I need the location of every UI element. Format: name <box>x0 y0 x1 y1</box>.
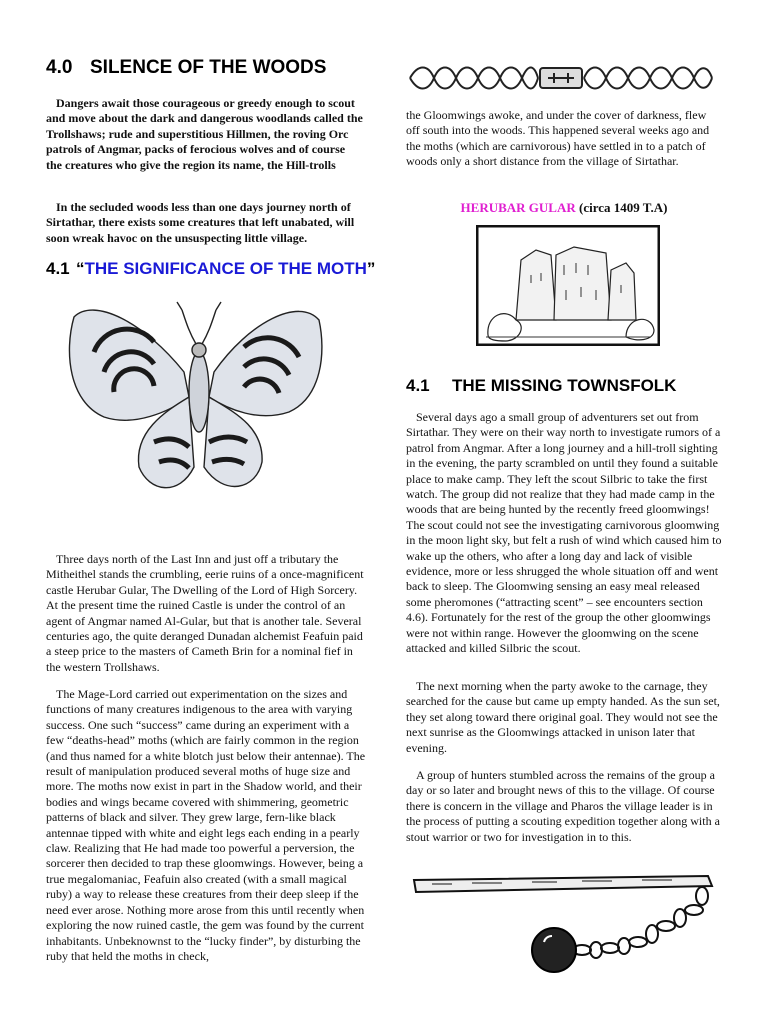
right-paragraph-adventurers: Several days ago a small group of adventurers set out from Sirtathar. They were on their way north to investigate rumors of a patrol from Angmar. After a long journey and a hill-troll sighting in the evening, the party scrambled on until they found a suitable place to make camp. They left the scout Silbric to take the first watch. The group did not realize that they had made camp in the woods that are being hunted by the recently freed gloomwings! The scout could not see the investigating carnivorous gloomwing in the moon light sky, but felt a rush of wind which caused him to wake up the others, who after a long day and lack of visible evidence, more or less shrugged the whole situation off and went back to sleep. The Gloomwing sensing an easy meal released some pheromones (“attracting scent” – see encounters section 4.6). Fortunately for the rest of the group the other gloomwings were not within range. However the gloomwing on the scene attacked and killed Silbric the scout. <box>406 410 722 656</box>
section-heading-4-1-moth: 4.1 “THE SIGNIFICANCE OF THE MOTH” <box>46 259 376 278</box>
flail-illustration <box>412 872 718 976</box>
castle-caption: HERUBAR GULAR (circa 1409 T.A) <box>460 200 668 215</box>
left-paragraph-mage-lord: The Mage-Lord carried out experimentation on the sizes and functions of many creatures indigenous to the area with varying success. One such “success” came during an experiment with a few “deaths-head” moths (which are fairly common in the region (and thus named for a white blotch just below their antennae). The result of manipulation produced several moths of huge size and more. The moths now exist in part in the Shadow world, and their bodies and wings became covered with shimmering, geometric patterns of black and silver. They grew large, fern-like black antennae tipped with white and eight legs each ending in a pearly claw. Realizing that He had made too powerful a perversion, the sorcerer then decided to trap these gloomwings. However, being a true megalomaniac, Feafuin also created (with a small magical ruby) a way to release these creatures from their deep sleep if the need ever arose. Nothing more arose from this until recently when exploring the now ruined castle, the gem was found by the current inhabitants. Unbeknownst to the “lucky finder”, by disturbing the ruby that held the moths in check, <box>46 687 366 963</box>
castle-illustration <box>476 225 660 346</box>
intro-paragraph-2: In the secluded woods less than one days journey north of Sirtathar, there exists some creatures that left unabated, will soon wreak havoc on the unsuspecting little village. <box>46 200 355 245</box>
section-heading-4-0: 4.0 SILENCE OF THE WOODS <box>46 57 327 78</box>
section-heading-4-1-townsfolk: 4.1 THE MISSING TOWNSFOLK <box>406 376 677 395</box>
left-paragraph-castle: Three days north of the Last Inn and just off a tributary the Mitheithel stands the crumbling, eerie ruins of a once-magnificent castle Herubar Gular, The Dwelling of the Lord of High Sorcery. At the present time the ruined Castle is under the control of an agent of Angmar named Al-Gular, but that is another tale. Several centuries ago, the quite deranged Dunadan alchemist Feafuin paid a steep price to the masters of Cameth Brin for a nominal fief in the western Trollshaws. <box>46 552 364 674</box>
moth-illustration <box>64 292 329 500</box>
right-paragraph-continued: the Gloomwings awoke, and under the cover of darkness, flew off south into the woods. This happened several weeks ago and the moths (which are carnivorous) have settled in to a patch of woods only a short distance from the village of Sirtathar. <box>406 108 710 169</box>
right-paragraph-hunters: A group of hunters stumbled across the remains of the group a day or so later and brought news of this to the village. Of course there is concern in the village and Pharos the village leader is in the process of putting a scouting expedition together along with a stout warrior or two for investigation in to this. <box>406 768 720 844</box>
right-paragraph-next-morning: The next morning when the party awoke to the carnage, they searched for the cause but came up empty handed. As the sun set, they set along toward there original goal. They would not see the next sunrise as the Gloomwings attacked in unison later that evening. <box>406 679 720 755</box>
intro-paragraph-1: Dangers await those courageous or greedy enough to scout and move about the dark and dangerous woodlands called the Trollshaws; rude and superstitious Hillmen, the roving Orc patrols of Angmar, packs of ferocious wolves and of course the creatures who give the region its name, the Hill-trolls <box>46 96 363 172</box>
celtic-knot-divider-icon <box>404 60 718 96</box>
